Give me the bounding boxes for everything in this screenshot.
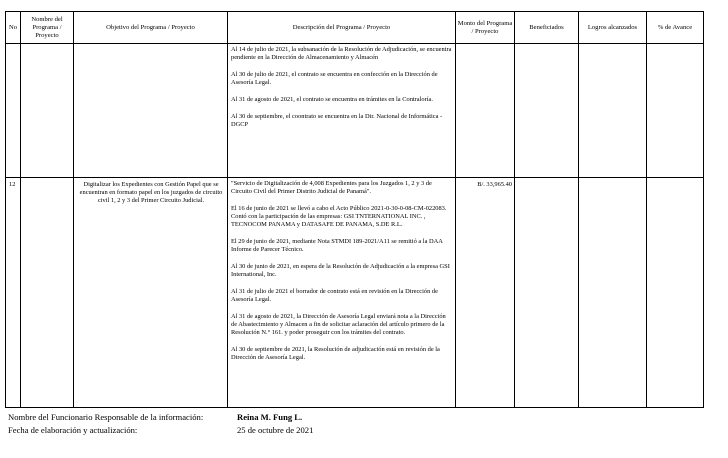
responsible-label: Nombre del Funcionario Responsable de la información:: [8, 412, 204, 422]
header-description: Descripción del Programa / Proyecto: [228, 12, 456, 44]
cell-progress: [647, 178, 704, 408]
description-paragraph: El 16 de junio de 2021 se llevó a cabo el Acto Público 2021-0-30-0-08-CM-022083. Contó con la participación de las empresas: GSI TNTERNATIONAL INC. , TECNOCOM PANAMA y DATASAFE DE PANAMA, S.DE R.L.: [231, 205, 447, 228]
description-paragraph: Al 31 de agosto de 2021, la Dirección de Asesoría Legal enviará nota a la Dirección de Abastecimiento y Almacen a fin de solicitar aclaración del artículo primero de la Resolución N.° 161. y poder proseguir con los trámites del contrato.: [231, 313, 446, 336]
programs-table: [5, 11, 704, 408]
responsible-value: Reina M. Fung L.: [237, 412, 303, 422]
cell-objective: [74, 44, 228, 178]
header-name: Nombre del Programa / Proyecto: [21, 12, 74, 44]
description-paragraph: El 29 de junio de 2021, mediante Nota STMDI 189-2021/A11 se remitió a la DAA Informe de Parecer Técnico.: [231, 238, 443, 253]
description-paragraph: Al 30 de junio de 2021, en espera de la Resolución de Adjudicación a la empresa GSI International, Inc.: [231, 263, 450, 278]
description-paragraph: Al 30 de septiembre, el coontrato se encuentra en la Dir. Nacional de Informática - DGCP: [231, 113, 443, 128]
cell-name: [21, 178, 74, 408]
cell-amount: B/. 33,965.40: [456, 178, 515, 408]
header-beneficiaries: Beneficiados: [515, 12, 579, 44]
cell-amount: [456, 44, 515, 178]
date-value: 25 de octubre de 2021: [237, 425, 314, 435]
header-no: No: [6, 12, 21, 44]
table-row: [6, 178, 704, 408]
cell-description: [228, 178, 456, 408]
table-row: [6, 44, 704, 178]
header-row: [6, 12, 704, 44]
description-paragraph: Al 31 de julio de 2021 el borrador de contrato está en revisión en la Dirección de Asesoría Legal.: [231, 288, 438, 303]
header-amount: Monto del Programa / Proyecto: [456, 12, 515, 44]
description-paragraph: Al 14 de julio de 2021, la subsanación de la Resolución de Adjudicación, se encuentra pendiente en la Dirección de Almacenamiento y Almacén: [231, 46, 452, 61]
header-progress: % de Avance: [647, 12, 704, 44]
header-objective: Objetivo del Programa / Proyecto: [74, 12, 228, 44]
cell-name: [21, 44, 74, 178]
cell-beneficiaries: [515, 44, 579, 178]
cell-no: [6, 44, 21, 178]
cell-achievements: [579, 44, 647, 178]
cell-achievements: [579, 178, 647, 408]
date-label: Fecha de elaboración y actualización:: [8, 425, 138, 435]
cell-no: 12: [6, 178, 21, 408]
description-paragraph: Al 31 de agosto de 2021, el contrato se encuentra en trámites en la Contraloría.: [231, 96, 433, 103]
cell-progress: [647, 44, 704, 178]
cell-description: [228, 44, 456, 178]
description-paragraph: "Servicio de Digitalización de 4,008 Expedientes para los Juzgados 1, 2 y 3 de Circuito Civil del Primer Distrito Judicial de Panamá".: [231, 180, 432, 195]
description-paragraph: Al 30 de julio de 2021, el contrato se encuentra en confección en la Dirección de Asesoría Legal.: [231, 71, 438, 86]
cell-objective: Digitalizar los Expedientes con Gestión Papel que se encuentran en formato papel en los juzgados de circuito civil 1, 2 y 3 del Primer Circuito Judicial.: [74, 178, 228, 408]
description-paragraph: Al 30 de septiembre de 2021, la Resolución de adjudicación está en revisión de la Dirección de Asesoría Legal.: [231, 346, 440, 361]
cell-beneficiaries: [515, 178, 579, 408]
header-achievements: Logros alcanzados: [579, 12, 647, 44]
